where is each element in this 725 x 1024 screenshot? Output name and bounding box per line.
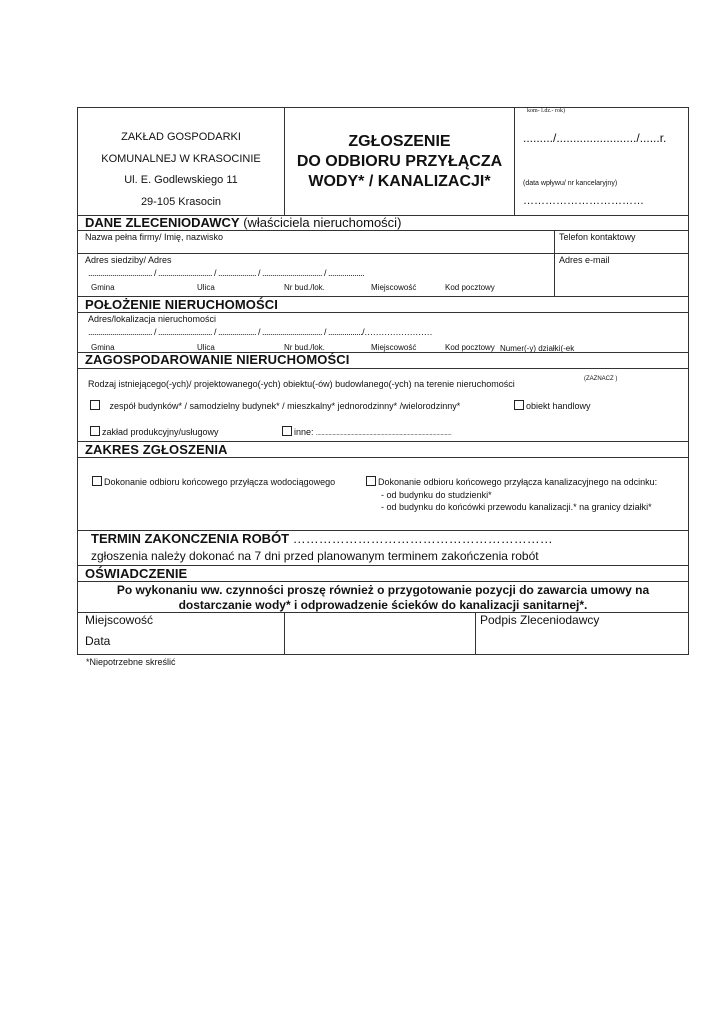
- contact-column-divider: [554, 230, 555, 296]
- other-field[interactable]: ...................................................................................................: [316, 431, 452, 437]
- col-kod: Kod pocztowy: [445, 343, 495, 352]
- col-miejscowosc: Miejscowość: [371, 283, 417, 292]
- date-caption: (data wpływu/ nr kancelaryjny): [523, 180, 618, 187]
- col-dzialki: Numer(-y) działki(-ek: [500, 344, 575, 353]
- email-label: Adres e-mail: [559, 255, 610, 265]
- divider: [77, 230, 689, 231]
- declaration-text: [77, 583, 689, 613]
- col-ulica: Ulica: [197, 343, 215, 352]
- option-sewer-label: Dokonanie odbioru końcowego przyłącza kanalizacyjnego na odcinku:: [378, 477, 658, 487]
- address-label: Adres siedziby/ Adres: [85, 255, 172, 265]
- client-heading-sub: (właściciela nieruchomości): [243, 215, 402, 230]
- checkbox-residential[interactable]: [90, 400, 100, 410]
- checkbox-commercial[interactable]: [514, 400, 524, 410]
- client-address-field[interactable]: ................................ / ........................... / ................... / .............................. / ..................: [88, 268, 365, 278]
- org-postal: 29-105 Krasocin: [140, 195, 222, 208]
- property-section-heading: POŁOŻENIE NIERUCHOMOŚCI: [85, 297, 278, 312]
- declaration-line2: dostarczanie wody* i odprowadzenie ścieków do kanalizacji sanitarnej*.: [178, 598, 588, 612]
- usage-section-heading: ZAGOSPODAROWANIE NIERUCHOMOŚCI: [85, 352, 350, 367]
- sewer-option-building-to-well[interactable]: - od budynku do studzienki*: [381, 490, 492, 500]
- option-sewer[interactable]: [366, 476, 657, 487]
- date-label: Data: [85, 634, 111, 648]
- divider: [77, 581, 689, 582]
- registration-caption: kom- l.dz.- rok): [527, 108, 565, 114]
- divider: [77, 312, 689, 313]
- option-residential[interactable]: [90, 400, 460, 411]
- option-water[interactable]: [92, 476, 335, 487]
- org-name-line2: KOMUNALNEJ W KRASOCINIE: [101, 152, 261, 165]
- col-nr: Nr bud./lok.: [284, 283, 325, 292]
- option-industrial-label: zakład produkcyjny/usługowy: [102, 427, 219, 437]
- col-ulica: Ulica: [197, 283, 215, 292]
- deadline-note: zgłoszenia należy dokonać na 7 dni przed planowanym terminem zakończenia robót: [91, 549, 539, 563]
- deadline-field[interactable]: ……………………………………………………: [292, 531, 553, 546]
- footnote: *Niepotrzebne skreślić: [86, 657, 176, 667]
- divider: [77, 457, 689, 458]
- col-gmina: Gmina: [91, 283, 115, 292]
- client-section-heading: [85, 215, 401, 230]
- option-commercial[interactable]: [514, 400, 591, 411]
- client-heading-text: DANE ZLECENIODAWCY: [85, 215, 240, 230]
- place-label: Miejscowość: [85, 613, 154, 627]
- option-water-label: Dokonanie odbioru końcowego przyłącza wodociągowego: [104, 477, 336, 487]
- col-gmina: Gmina: [91, 343, 115, 352]
- title-line1: ZGŁOSZENIE: [348, 133, 451, 150]
- option-industrial[interactable]: [90, 426, 219, 437]
- col-kod: Kod pocztowy: [445, 283, 495, 292]
- declaration-heading: OŚWIADCZENIE: [85, 566, 188, 581]
- option-other-label: inne:: [294, 427, 314, 437]
- signature-divider-left: [284, 612, 285, 655]
- checkbox-water[interactable]: [92, 476, 102, 486]
- form-title: [285, 132, 514, 192]
- title-line2: DO ODBIORU PRZYŁĄCZA: [296, 153, 503, 170]
- title-line3: WODY* / KANALIZACJI*: [308, 173, 491, 190]
- option-commercial-label: obiekt handlowy: [526, 401, 591, 411]
- checkbox-other[interactable]: [282, 426, 292, 436]
- scope-section-heading: ZAKRES ZGŁOSZENIA: [85, 442, 228, 457]
- date-field[interactable]: ……………………………: [523, 195, 644, 207]
- header-divider-right: [514, 107, 515, 215]
- company-name-label: Nazwa pełna firmy/ Imię, nazwisko: [85, 232, 224, 242]
- deadline-heading-text: TERMIN ZAKONCZENIA ROBÓT: [91, 531, 290, 546]
- checkbox-sewer[interactable]: [366, 476, 376, 486]
- org-name-line1: ZAKŁAD GOSPODARKI: [121, 131, 241, 143]
- location-label: Adres/lokalizacja nieruchomości: [88, 314, 217, 324]
- col-miejscowosc: Miejscowość: [371, 343, 417, 352]
- declaration-line1: Po wykonaniu ww. czynności proszę również o przygotowanie pozycji do zawarcia umowy na: [116, 583, 650, 597]
- sewer-option-building-to-boundary[interactable]: - od budynku do końcówki przewodu kanalizacji.* na granicy działki*: [381, 502, 652, 512]
- divider: [77, 253, 689, 254]
- signature-label: Podpis Zleceniodawcy: [480, 613, 600, 627]
- checkbox-industrial[interactable]: [90, 426, 100, 436]
- property-address-field[interactable]: ................................ / ........................... / ................... / .............................. / ................./……………………: [88, 327, 433, 337]
- phone-label: Telefon kontaktowy: [559, 232, 636, 242]
- mark-hint: (ZAZNACZ ): [584, 376, 618, 382]
- divider: [77, 368, 689, 369]
- signature-divider-right: [475, 612, 476, 655]
- col-nr: Nr bud./lok.: [284, 343, 325, 352]
- org-street: Ul. E. Godlewskiego 11: [124, 174, 238, 186]
- option-other[interactable]: [282, 426, 451, 437]
- deadline-heading: [91, 531, 553, 546]
- usage-intro: Rodzaj istniejącego(-ych)/ projektowanego(-ych) obiektu(-ów) budowlanego(-ych) na terenie nieruchomości: [88, 379, 515, 389]
- option-residential-label: zespół budynków* / samodzielny budynek* / mieszkalny* jednorodzinny* /wielorodzinny*: [109, 401, 461, 411]
- registration-number-field[interactable]: ........./......................../......r.: [523, 131, 667, 145]
- organization-block: [78, 127, 284, 213]
